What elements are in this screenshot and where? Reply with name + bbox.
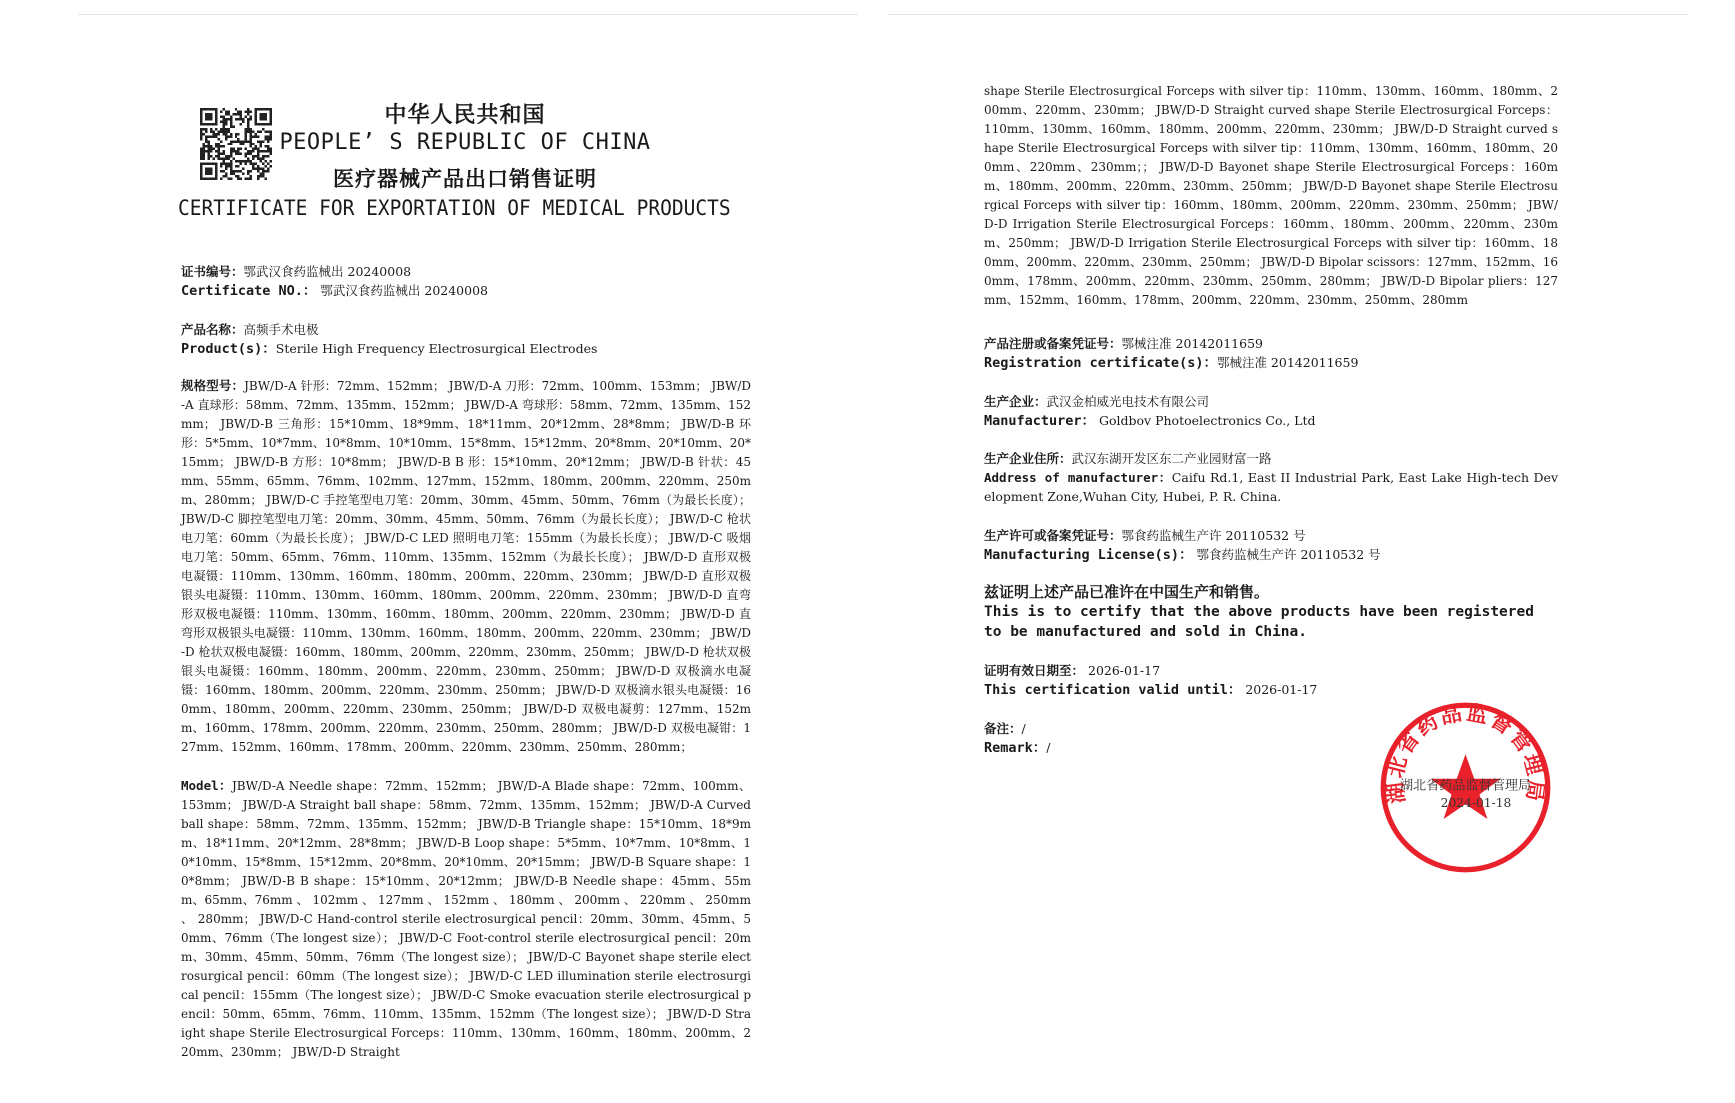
remark-en xyxy=(984,738,1051,758)
statement-cn: 兹证明上述产品已准许在中国生产和销售。 xyxy=(984,583,1270,601)
registration-label-cn: 产品注册或备案凭证号： xyxy=(984,336,1122,351)
license-en xyxy=(984,545,1381,565)
address-value-cn: 武汉东湖开发区东二产业园财富一路 xyxy=(1071,451,1272,466)
license-label-en: Manufacturing License(s)： xyxy=(984,547,1193,563)
page-top-rule xyxy=(888,14,1688,15)
certificate-no-cn xyxy=(181,262,411,281)
statement-en: This is to certify that the above products have been registered to be manufactured and sold in China. xyxy=(984,604,1534,640)
product-label-en: Product(s)： xyxy=(181,341,276,357)
address-value-en: Caifu Rd.1, East II Industrial Park, East Lake High-tech Development Zone,Wuhan City, Hubei, P. R. China. xyxy=(984,470,1559,504)
address-en xyxy=(984,468,1558,506)
manufacturer-en xyxy=(984,411,1316,431)
certificate-no-value-cn: 鄂武汉食药监械出 20240008 xyxy=(243,264,412,279)
seal-date: 2024-01-18 xyxy=(1440,795,1512,810)
product-label-cn: 产品名称： xyxy=(181,322,244,337)
registration-cn xyxy=(984,334,1263,353)
remark-label-cn: 备注： xyxy=(984,721,1022,736)
address-cn xyxy=(984,449,1272,468)
validity-value-cn: 2026-01-17 xyxy=(1084,663,1161,678)
page-top-rule xyxy=(78,14,858,15)
validity-value-en: 2026-01-17 xyxy=(1241,682,1318,697)
validity-en xyxy=(984,680,1317,700)
license-label-cn: 生产许可或备案凭证号： xyxy=(984,528,1122,543)
manufacturer-label-cn: 生产企业： xyxy=(984,394,1047,409)
manufacturer-value-cn: 武汉金柏威光电技术有限公司 xyxy=(1046,394,1210,409)
specification-cn xyxy=(181,376,751,757)
remark-label-en: Remark： xyxy=(984,740,1047,756)
registration-value-cn: 鄂械注准 20142011659 xyxy=(1121,336,1263,351)
seal-ring-text: 湖北省药品监督管理局 xyxy=(1382,700,1549,806)
validity-label-cn: 证明有效日期至： xyxy=(984,663,1085,678)
certification-statement xyxy=(984,582,1559,642)
manufacturer-label-en: Manufacturer： xyxy=(984,413,1096,429)
validity-cn xyxy=(984,661,1160,680)
subtitle-chinese: 医疗器械产品出口销售证明 xyxy=(333,166,597,191)
validity-label-en: This certification valid until： xyxy=(984,682,1242,698)
model-label-en: Model： xyxy=(181,778,232,793)
remark-value-cn: / xyxy=(1021,721,1026,736)
official-seal-icon xyxy=(1378,700,1553,875)
model-en xyxy=(181,776,751,1062)
registration-en xyxy=(984,353,1358,373)
address-label-cn: 生产企业住所： xyxy=(984,451,1072,466)
certificate-no-value-en: 鄂武汉食药监械出 20240008 xyxy=(316,283,488,298)
subtitle-english: CERTIFICATE FOR EXPORTATION OF MEDICAL PRODUCTS xyxy=(178,196,731,220)
manufacturer-cn xyxy=(984,392,1209,411)
license-value-en: 鄂食药监械生产许 20110532 号 xyxy=(1192,547,1381,562)
product-value-en: Sterile High Frequency Electrosurgical Electrodes xyxy=(275,341,598,356)
model-continuation: shape Sterile Electrosurgical Forceps with silver tip：110mm、130mm、160mm、180mm、200mm、220mm、230mm； JBW/D-D Straight curved shape Sterile Electrosurgical Forceps：110mm、130mm、160mm、180mm、200mm、220mm、230mm； JBW/D-D Straight curved shape Sterile Electrosurgical Forceps with silver tip：110mm、130mm、160mm、180mm、200mm、220mm、230mm；； JBW/D-D Bayonet shape Sterile Electrosurgical Forceps：160mm、180mm、200mm、220mm、230mm、250mm； JBW/D-D Bayonet shape Sterile Electrosurgical Forceps with silver tip：160mm、180mm、200mm、220mm、230mm、250mm； JBW/D-D Irrigation Sterile Electrosurgical Forceps：160mm、180mm、200mm、220mm、230mm、250mm； JBW/D-D Irrigation Sterile Electrosurgical Forceps with silver tip：160mm、180mm、200mm、220mm、230mm、250mm； JBW/D-D Bipolar scissors：127mm、152mm、160mm、178mm、200mm、220mm、230mm、250mm、280mm； JBW/D-D Bipolar pliers：127mm、152mm、160mm、178mm、200mm、220mm、230mm、250mm、280mm xyxy=(984,84,1558,307)
manufacturer-value-en: Goldbov Photoelectronics Co., Ltd xyxy=(1095,413,1316,428)
certificate-page-1 xyxy=(0,0,867,1103)
remark-cn xyxy=(984,719,1026,738)
product-value-cn: 高频手术电极 xyxy=(243,322,319,337)
model-text-en: JBW/D-A Needle shape：72mm、152mm； JBW/D-A Blade shape：72mm、100mm、153mm； JBW/D-A Straight ball shape：58mm、72mm、135mm、152mm； JBW/D-A Curved ball shape：58mm、72mm、135mm、152mm； JBW/D-B Triangle shape：15*10mm、18*9mm、18*11mm、20*12mm、28*8mm； JBW/D-B Loop shape：5*5mm、10*7mm、10*8mm、10*10mm、15*8mm、15*12mm、20*8mm、20*10mm、20*15mm； JBW/D-B Square shape：10*8mm； JBW/D-B B shape：15*10mm、20*12mm； JBW/D-B Needle shape：45mm、55mm、65mm、76mm 、 102mm 、 127mm 、 152mm 、 180mm 、 200mm 、 220mm 、 250mm 、 280mm； JBW/D-C Hand-control sterile electrosurgical pencil：20mm、30mm、45mm、50mm、76mm（The longest size）； JBW/D-C Foot-control sterile electrosurgical pencil：20mm、30mm、45mm、50mm、76mm（The longest size）； JBW/D-C Bayonet shape sterile electrosurgical pencil：60mm（The longest size）； JBW/D-C LED illumination sterile electrosurgical pencil：155mm（The longest size）； JBW/D-C Smoke evacuation sterile electrosurgical pencil：50mm、65mm、76mm、110mm、135mm、152mm（The longest size）； JBW/D-D Straight shape Sterile Electrosurgical Forceps：110mm、130mm、160mm、180mm、200mm、220mm、230mm； JBW/D-D Straight xyxy=(181,779,751,1059)
title-english: PEOPLE’ S REPUBLIC OF CHINA xyxy=(279,130,651,155)
seal-inner-text: 湖北省药品监督管理局 xyxy=(1399,778,1532,794)
product-name-en xyxy=(181,339,597,359)
remark-value-en: / xyxy=(1046,740,1051,755)
title-chinese: 中华人民共和国 xyxy=(384,102,546,128)
registration-value-en: 鄂械注准 20142011659 xyxy=(1216,355,1359,370)
license-value-cn: 鄂食药监械生产许 20110532 号 xyxy=(1121,528,1306,543)
certificate-no-en xyxy=(181,281,488,301)
address-label-en: Address of manufacturer： xyxy=(984,470,1172,485)
certificate-no-label-cn: 证书编号： xyxy=(181,264,244,279)
specification-text-cn: JBW/D-A 针形：72mm、152mm； JBW/D-A 刀形：72mm、100mm、153mm； JBW/D-A 直球形：58mm、72mm、135mm、152mm； JBW/D-A 弯球形：58mm、72mm、135mm、152mm； JBW/D-B 三角形：15*10mm、18*9mm、18*11mm、20*12mm、28*8mm； JBW/D-B 环形：5*5mm、10*7mm、10*8mm、10*10mm、15*8mm、15*12mm、20*8mm、20*10mm、20*15mm； JBW/D-B 方形：10*8mm； JBW/D-B B 形：15*10mm、20*12mm； JBW/D-B 针状：45mm、55mm、65mm、76mm、102mm、127mm、152mm、180mm、200mm、220mm、250mm、280mm； JBW/D-C 手控笔型电刀笔：20mm、30mm、45mm、50mm、76mm（为最长长度）； JBW/D-C 脚控笔型电刀笔：20mm、30mm、45mm、50mm、76mm（为最长长度）； JBW/D-C 枪状电刀笔：60mm（为最长长度）； JBW/D-C LED 照明电刀笔：155mm（为最长长度）； JBW/D-C 吸烟电刀笔：50mm、65mm、76mm、110mm、135mm、152mm（为最长长度）； JBW/D-D 直形双极电凝镊：110mm、130mm、160mm、180mm、200mm、220mm、230mm； JBW/D-D 直形双极银头电凝镊：110mm、130mm、160mm、180mm、200mm、220mm、230mm； JBW/D-D 直弯形双极电凝镊：110mm、130mm、160mm、180mm、200mm、220mm、230mm； JBW/D-D 直弯形双极银头电凝镊：110mm、130mm、160mm、180mm、200mm、220mm、230mm； JBW/D-D 枪状双极电凝镊：160mm、180mm、200mm、220mm、230mm、250mm； JBW/D-D 枪状双极银头电凝镊：160mm、180mm、200mm、220mm、230mm、250mm； JBW/D-D 双极滴水电凝镊：160mm、180mm、200mm、220mm、230mm、250mm； JBW/D-D 双极滴水银头电凝镊：160mm、180mm、200mm、220mm、230mm、250mm； JBW/D-D 双极电凝剪：127mm、152mm、160mm、178mm、200mm、220mm、230mm、250mm、280mm； JBW/D-D 双极电凝钳：127mm、152mm、160mm、178mm、200mm、220mm、230mm、250mm、280mm； xyxy=(181,379,751,754)
registration-label-en: Registration certificate(s)： xyxy=(984,355,1217,371)
license-cn xyxy=(984,526,1306,545)
product-name-cn xyxy=(181,320,319,339)
certificate-no-label-en: Certificate NO.： xyxy=(181,283,317,299)
specification-label-cn: 规格型号： xyxy=(181,378,245,393)
